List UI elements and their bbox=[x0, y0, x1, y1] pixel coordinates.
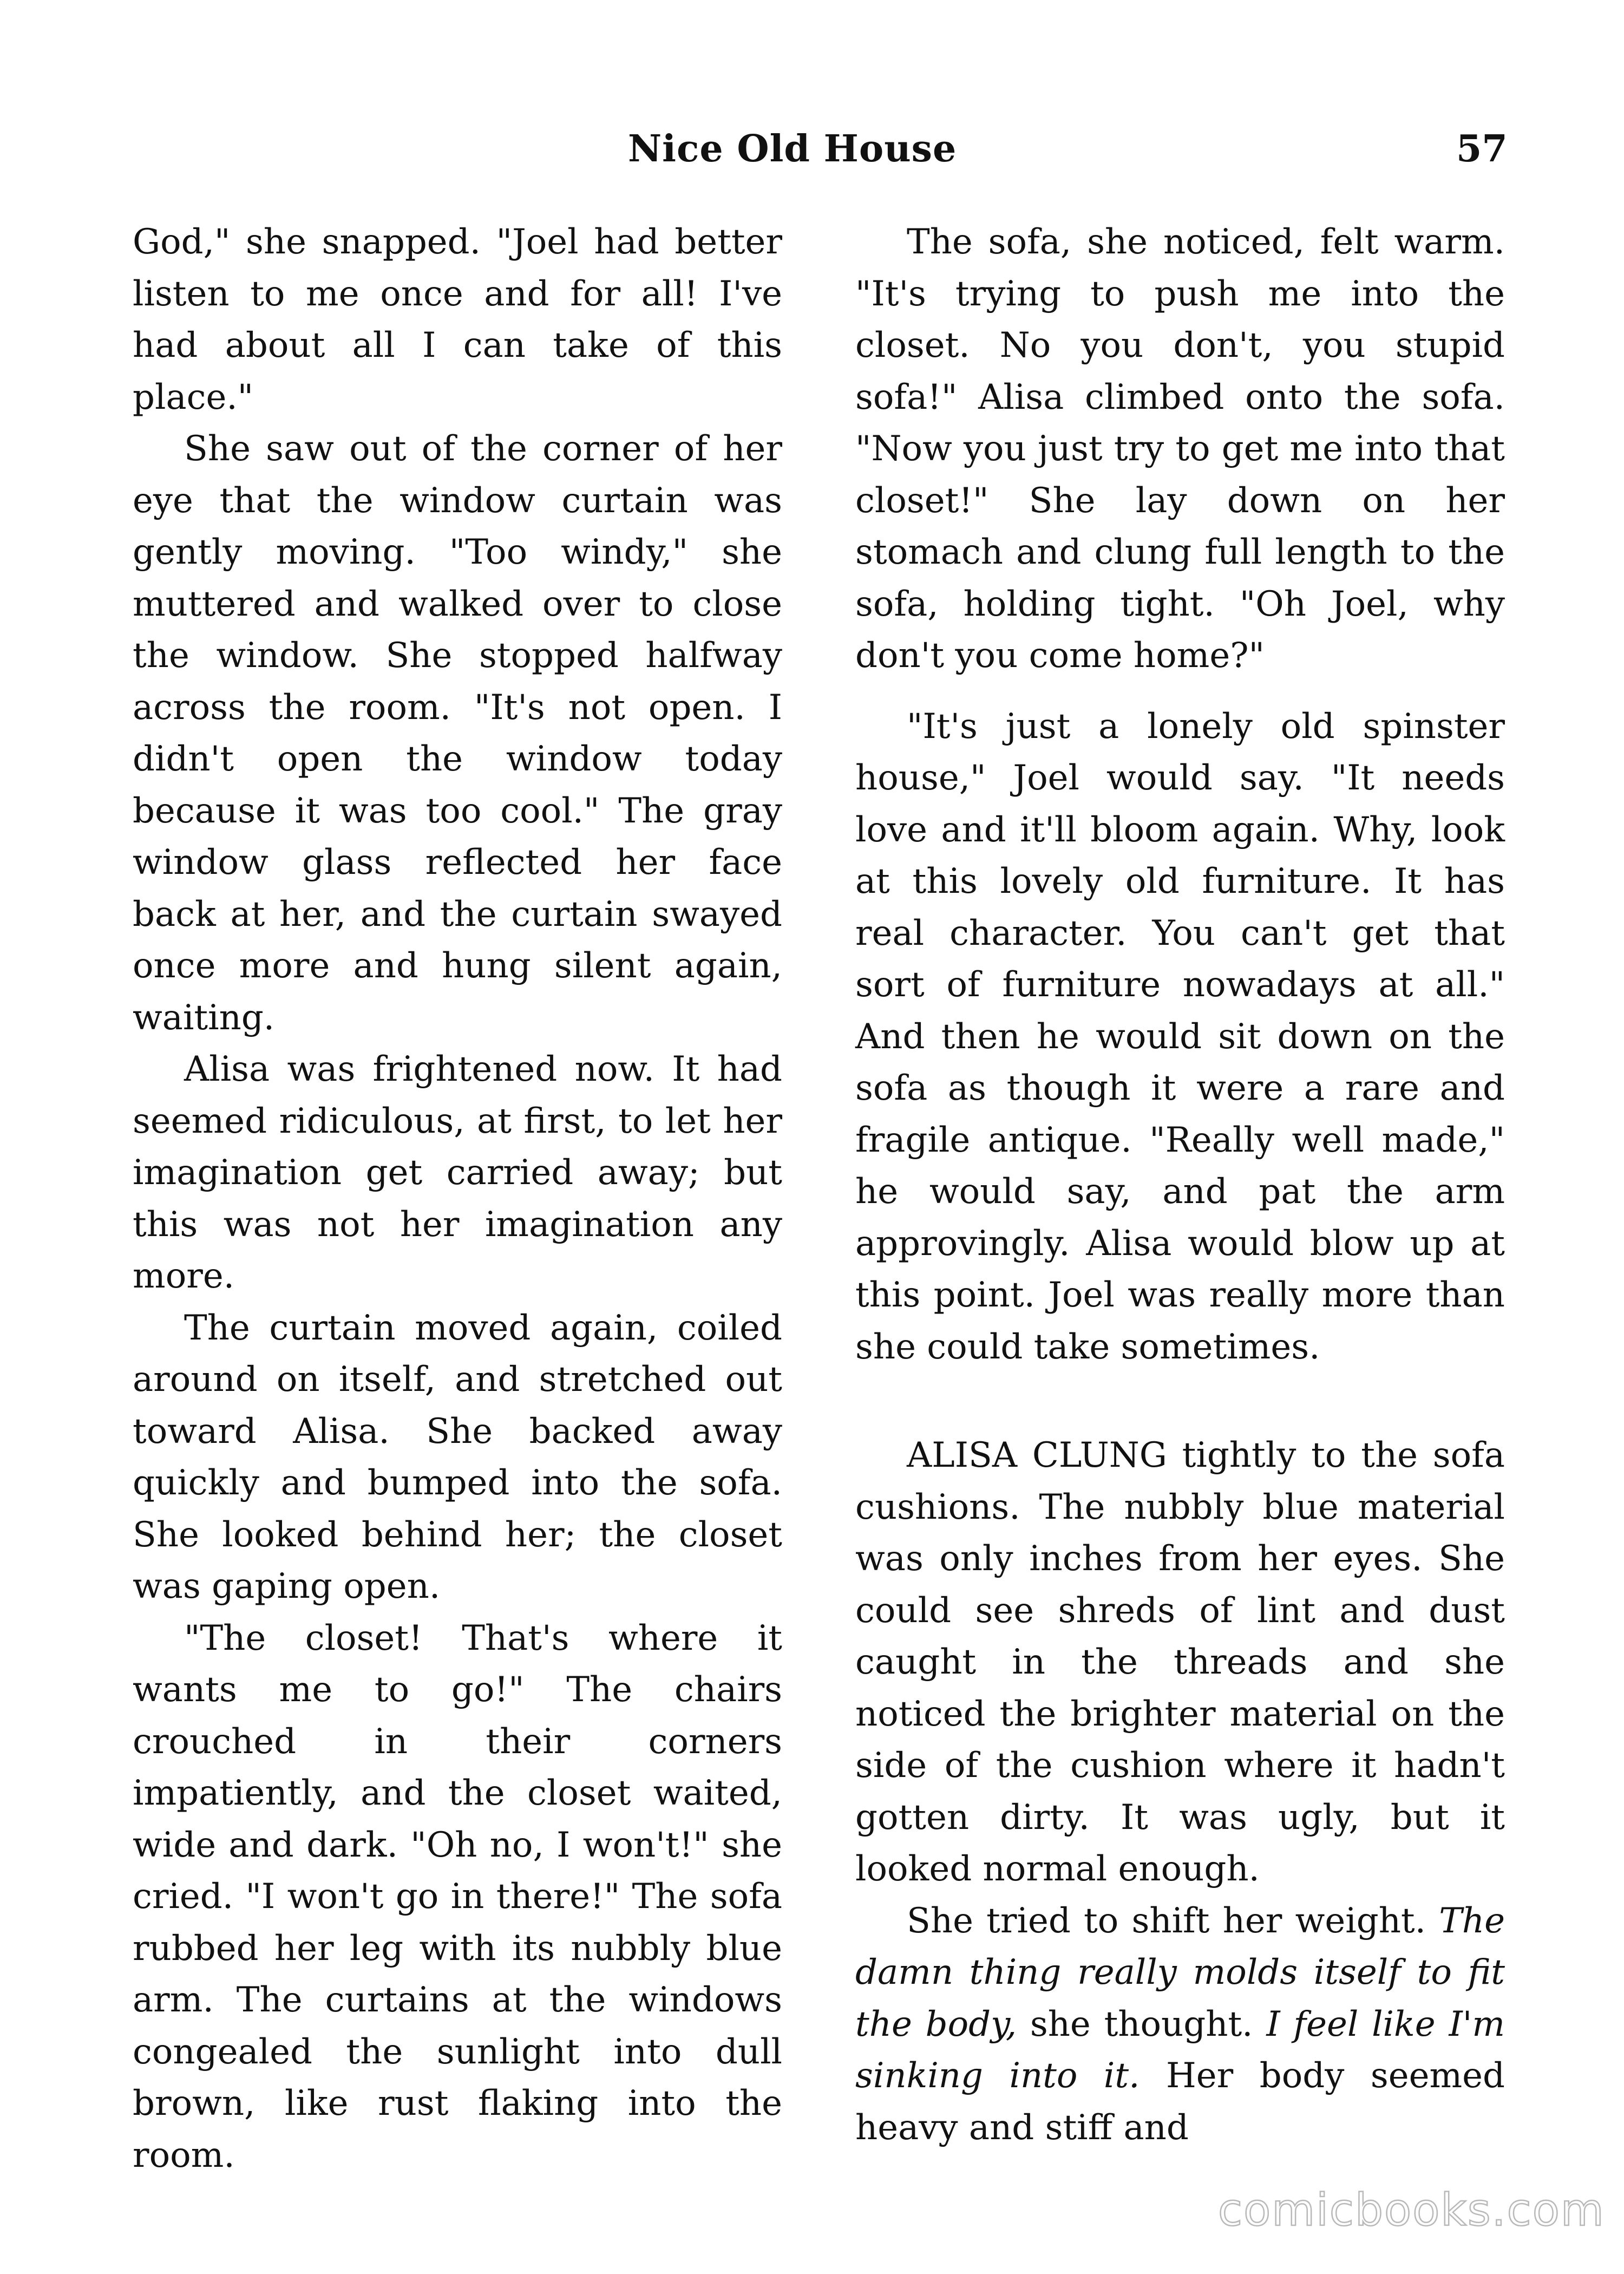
paragraph: "The closet! That's where it wants me to go!" The chairs crouched in their corners impatiently, and the closet waited, wide and dark. "Oh no, I won't!" she cried. "I won't go in there!" The sofa rubbed her leg with its nubbly blue arm. The curtains at the windows congealed the sunlight into dull brown, like rust flaking into the room. bbox=[133, 1618, 782, 2175]
text-run: She tried to shift her weight. bbox=[907, 1900, 1439, 1941]
text-run: she thought. bbox=[1017, 2004, 1267, 2044]
left-column bbox=[133, 217, 782, 2181]
page-number: 57 bbox=[1456, 127, 1508, 171]
paragraph: The curtain moved again, coiled around on itself, and stretched out toward Alisa. She backed away quickly and bumped into the sofa. She looked behind her; the closet was gaping open. bbox=[133, 1308, 782, 1606]
paragraph: Alisa was frightened now. It had seemed ridiculous, at first, to let her imagination get carried away; but this was not her imagination any more. bbox=[133, 1049, 782, 1296]
watermark: comicbooks.com bbox=[1218, 2185, 1605, 2236]
italic-thought: I feel like I'm sinking into it. bbox=[855, 2004, 1505, 2096]
right-column bbox=[855, 217, 1505, 2154]
italic-thought: The damn thing really molds itself to fit the body, bbox=[855, 1900, 1505, 2044]
paragraph-with-italics bbox=[855, 1896, 1505, 2154]
paragraph: "It's just a lonely old spinster house," Joel would say. "It needs love and it'll bloom again. Why, look at this lovely old furniture. It has real character. You can't get that sort of furniture nowadays at all." And then he would sit down on the sofa as though it were a rare and fragile antique. "Really well made," he would say, and pat the arm approvingly. Alisa would blow up at this point. Joel was really more than she could take sometimes. bbox=[855, 706, 1505, 1367]
page-header bbox=[0, 127, 1624, 187]
paragraph: She saw out of the corner of her eye that the window curtain was gently moving. "Too windy," she muttered and walked over to close the window. She stopped halfway across the room. "It's not open. I didn't open the window today because it was too cool." The gray window glass reflected her face back at her, and the curtain swayed once more and hung silent again, waiting. bbox=[133, 429, 782, 1038]
section-opening-paragraph: ALISA CLUNG tightly to the sofa cushions. The nubbly blue material was only inches from her eyes. She could see shreds of lint and dust caught in the threads and she noticed the brighter material on the side of the cushion where it hadn't gotten dirty. It was ugly, but it looked normal enough. bbox=[855, 1435, 1505, 1889]
paragraph: The sofa, she noticed, felt warm. "It's trying to push me into the closet. No you don't, you stupid sofa!" Alisa climbed onto the sofa. "Now you just try to get me into that closet!" She lay down on her stomach and clung full length to the sofa, holding tight. "Oh Joel, why don't you come home?" bbox=[855, 222, 1505, 676]
text-run: Her body seemed heavy and stiff and bbox=[855, 2056, 1505, 2148]
paragraph: God," she snapped. "Joel had better listen to me once and for all! I've had about all I can take of this place." bbox=[133, 222, 782, 417]
running-title: Nice Old House bbox=[628, 127, 957, 171]
